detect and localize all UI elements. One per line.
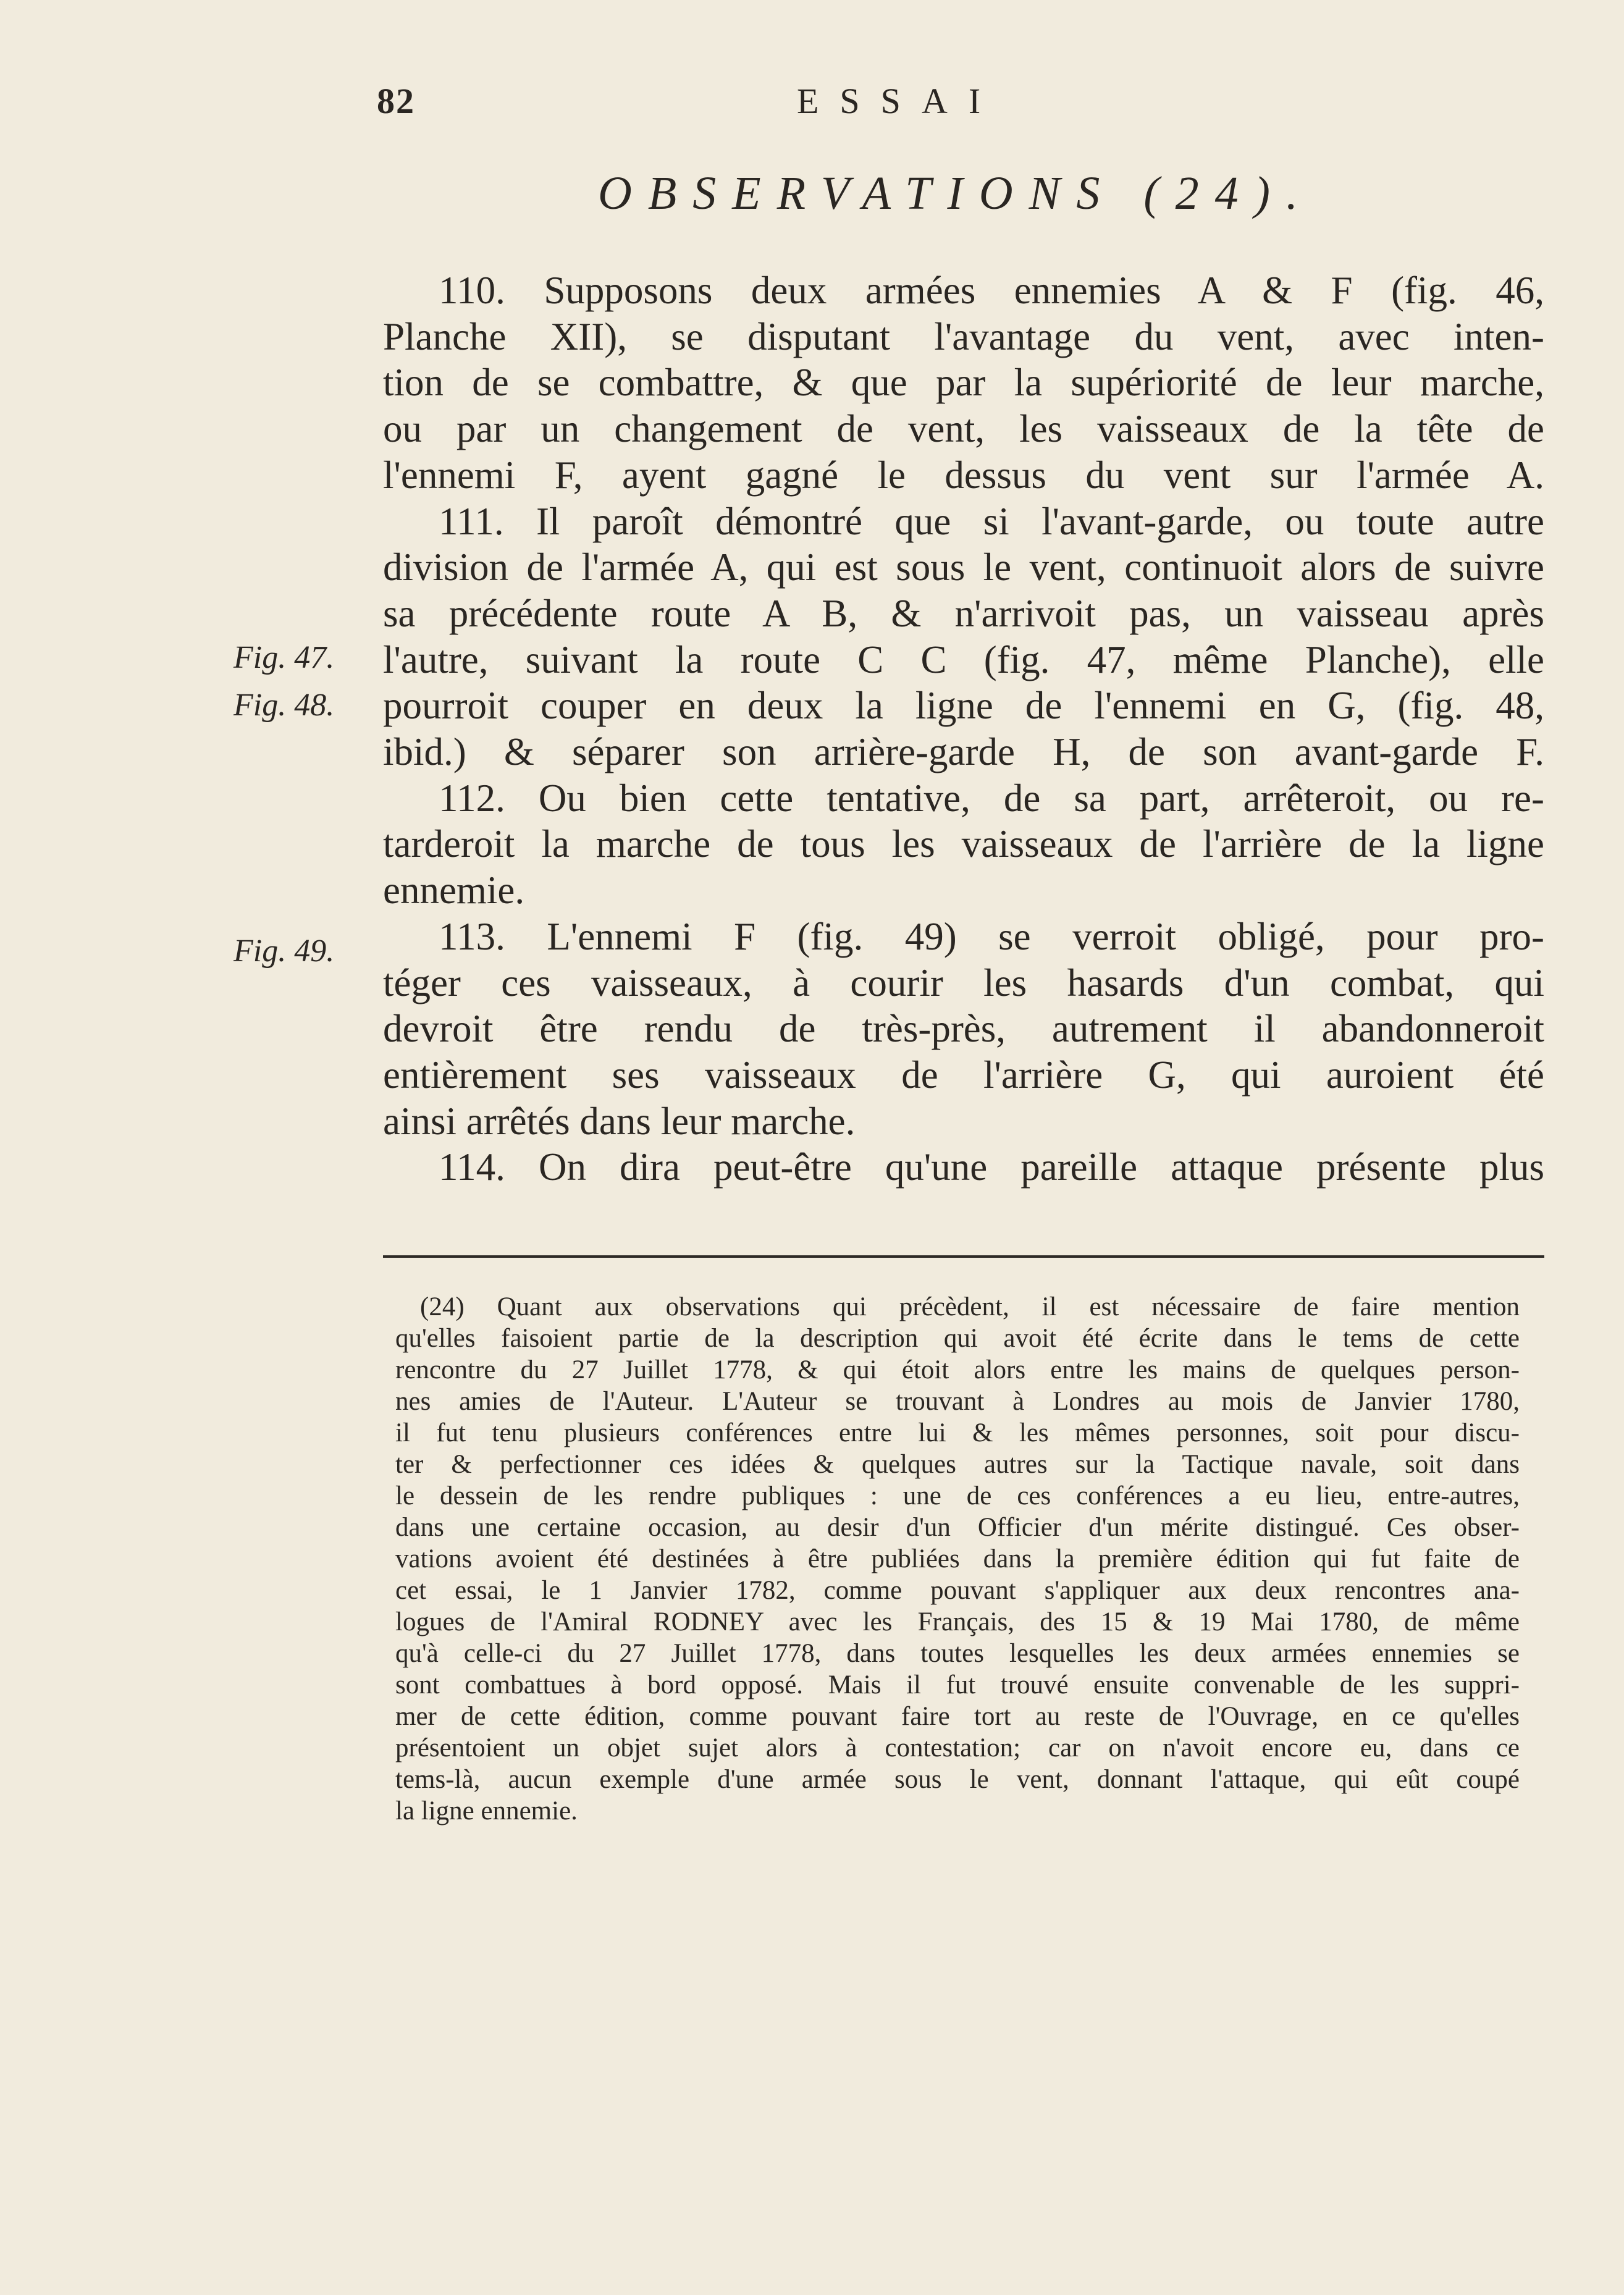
paragraph-112-line: 112. Ou bien cette tentative, de sa part, arrêteroit, ou re- bbox=[439, 776, 1544, 820]
footnote bbox=[395, 1291, 1520, 1827]
paragraph-111-line: ibid.) & séparer son arrière-garde H, de son avant-garde F. bbox=[383, 730, 1544, 774]
footnote-line: sont combattues à bord opposé. Mais il fut trouvé ensuite convenable de les suppri- bbox=[395, 1670, 1520, 1699]
footnote-line: qu'à celle-ci du 27 Juillet 1778, dans toutes lesquelles les deux armées ennemies se bbox=[395, 1639, 1520, 1668]
footnote-line: cet essai, le 1 Janvier 1782, comme pouvant s'appliquer aux deux rencontres ana- bbox=[395, 1576, 1520, 1605]
margin-fig-48: Fig. 48. bbox=[234, 688, 335, 723]
paragraph-111-line: sa précédente route A B, & n'arrivoit pas, un vaisseau après bbox=[383, 591, 1544, 635]
footnote-line: ter & perfectionner ces idées & quelques autres sur la Tactique navale, soit dans bbox=[395, 1450, 1520, 1479]
paragraph-113-line: téger ces vaisseaux, à courir les hasards d'un combat, qui bbox=[383, 961, 1544, 1004]
paragraph-111-line: l'autre, suivant la route C C (fig. 47, même Planche), elle bbox=[383, 638, 1544, 681]
paragraph-110-line: Planche XII), se disputant l'avantage du vent, avec inten- bbox=[383, 314, 1544, 358]
margin-fig-49: Fig. 49. bbox=[234, 933, 335, 969]
footnote-line: (24) Quant aux observations qui précèdent, il est nécessaire de faire mention bbox=[420, 1292, 1520, 1321]
footnote-line: la ligne ennemie. bbox=[395, 1796, 578, 1825]
page-number: 82 bbox=[377, 81, 415, 121]
footnote-line: logues de l'Amiral RODNEY avec les Français, des 15 & 19 Mai 1780, de même bbox=[395, 1607, 1520, 1636]
paragraph-110-line: tion de se combattre, & que par la supériorité de leur marche, bbox=[383, 361, 1544, 405]
footnote-line: tems-là, aucun exemple d'une armée sous le vent, donnant l'attaque, qui eût coupé bbox=[395, 1765, 1520, 1794]
paragraph-113-line: 113. L'ennemi F (fig. 49) se verroit obligé, pour pro- bbox=[439, 914, 1544, 958]
body-text bbox=[383, 267, 1544, 1190]
paragraph-110-line: l'ennemi F, ayent gagné le dessus du vent sur l'armée A. bbox=[383, 453, 1544, 497]
paragraph-113-line: ainsi arrêtés dans leur marche. bbox=[383, 1099, 856, 1143]
footnote-line: qu'elles faisoient partie de la description qui avoit été écrite dans le tems de cette bbox=[395, 1324, 1520, 1353]
margin-fig-47: Fig. 47. bbox=[234, 640, 335, 675]
paragraph-114-line: 114. On dira peut-être qu'une pareille attaque présente plus bbox=[439, 1145, 1544, 1189]
running-head: ESSAI bbox=[797, 81, 1002, 121]
section-title: OBSERVATIONS (24). bbox=[598, 167, 1314, 219]
page-header bbox=[377, 80, 1198, 136]
footnote-line: présentoient un objet sujet alors à contestation; car on n'avoit encore eu, dans ce bbox=[395, 1733, 1520, 1762]
paragraph-113-line: entièrement ses vaisseaux de l'arrière G, qui auroient été bbox=[383, 1053, 1544, 1097]
paragraph-112-line: tarderoit la marche de tous les vaisseaux de l'arrière de la ligne bbox=[383, 822, 1544, 866]
paragraph-111-line: 111. Il paroît démontré que si l'avant-garde, ou toute autre bbox=[439, 499, 1544, 543]
paragraph-112-line: ennemie. bbox=[383, 869, 525, 912]
paragraph-110-line: 110. Supposons deux armées ennemies A & F (fig. 46, bbox=[439, 269, 1544, 312]
paragraph-111-line: pourroit couper en deux la ligne de l'ennemi en G, (fig. 48, bbox=[383, 684, 1544, 728]
footnote-line: dans une certaine occasion, au desir d'un Officier d'un mérite distingué. Ces obser- bbox=[395, 1513, 1520, 1542]
footnote-line: vations avoient été destinées à être publiées dans la première édition qui fut faite de bbox=[395, 1544, 1520, 1573]
footnote-line: il fut tenu plusieurs conférences entre lui & les mêmes personnes, soit pour discu- bbox=[395, 1418, 1520, 1447]
paragraph-110-line: ou par un changement de vent, les vaisseaux de la tête de bbox=[383, 407, 1544, 451]
footnote-line: nes amies de l'Auteur. L'Auteur se trouvant à Londres au mois de Janvier 1780, bbox=[395, 1387, 1520, 1416]
footnote-line: le dessein de les rendre publiques : une de ces conférences a eu lieu, entre-autres, bbox=[395, 1481, 1520, 1510]
footnote-divider bbox=[383, 1255, 1544, 1258]
paragraph-111-line: division de l'armée A, qui est sous le vent, continuoit alors de suivre bbox=[383, 545, 1544, 589]
footnote-line: rencontre du 27 Juillet 1778, & qui étoit alors entre les mains de quelques person- bbox=[395, 1355, 1520, 1384]
paragraph-113-line: devroit être rendu de très-près, autrement il abandonneroit bbox=[383, 1007, 1544, 1051]
footnote-line: mer de cette édition, comme pouvant faire tort au reste de l'Ouvrage, en ce qu'elles bbox=[395, 1702, 1520, 1731]
